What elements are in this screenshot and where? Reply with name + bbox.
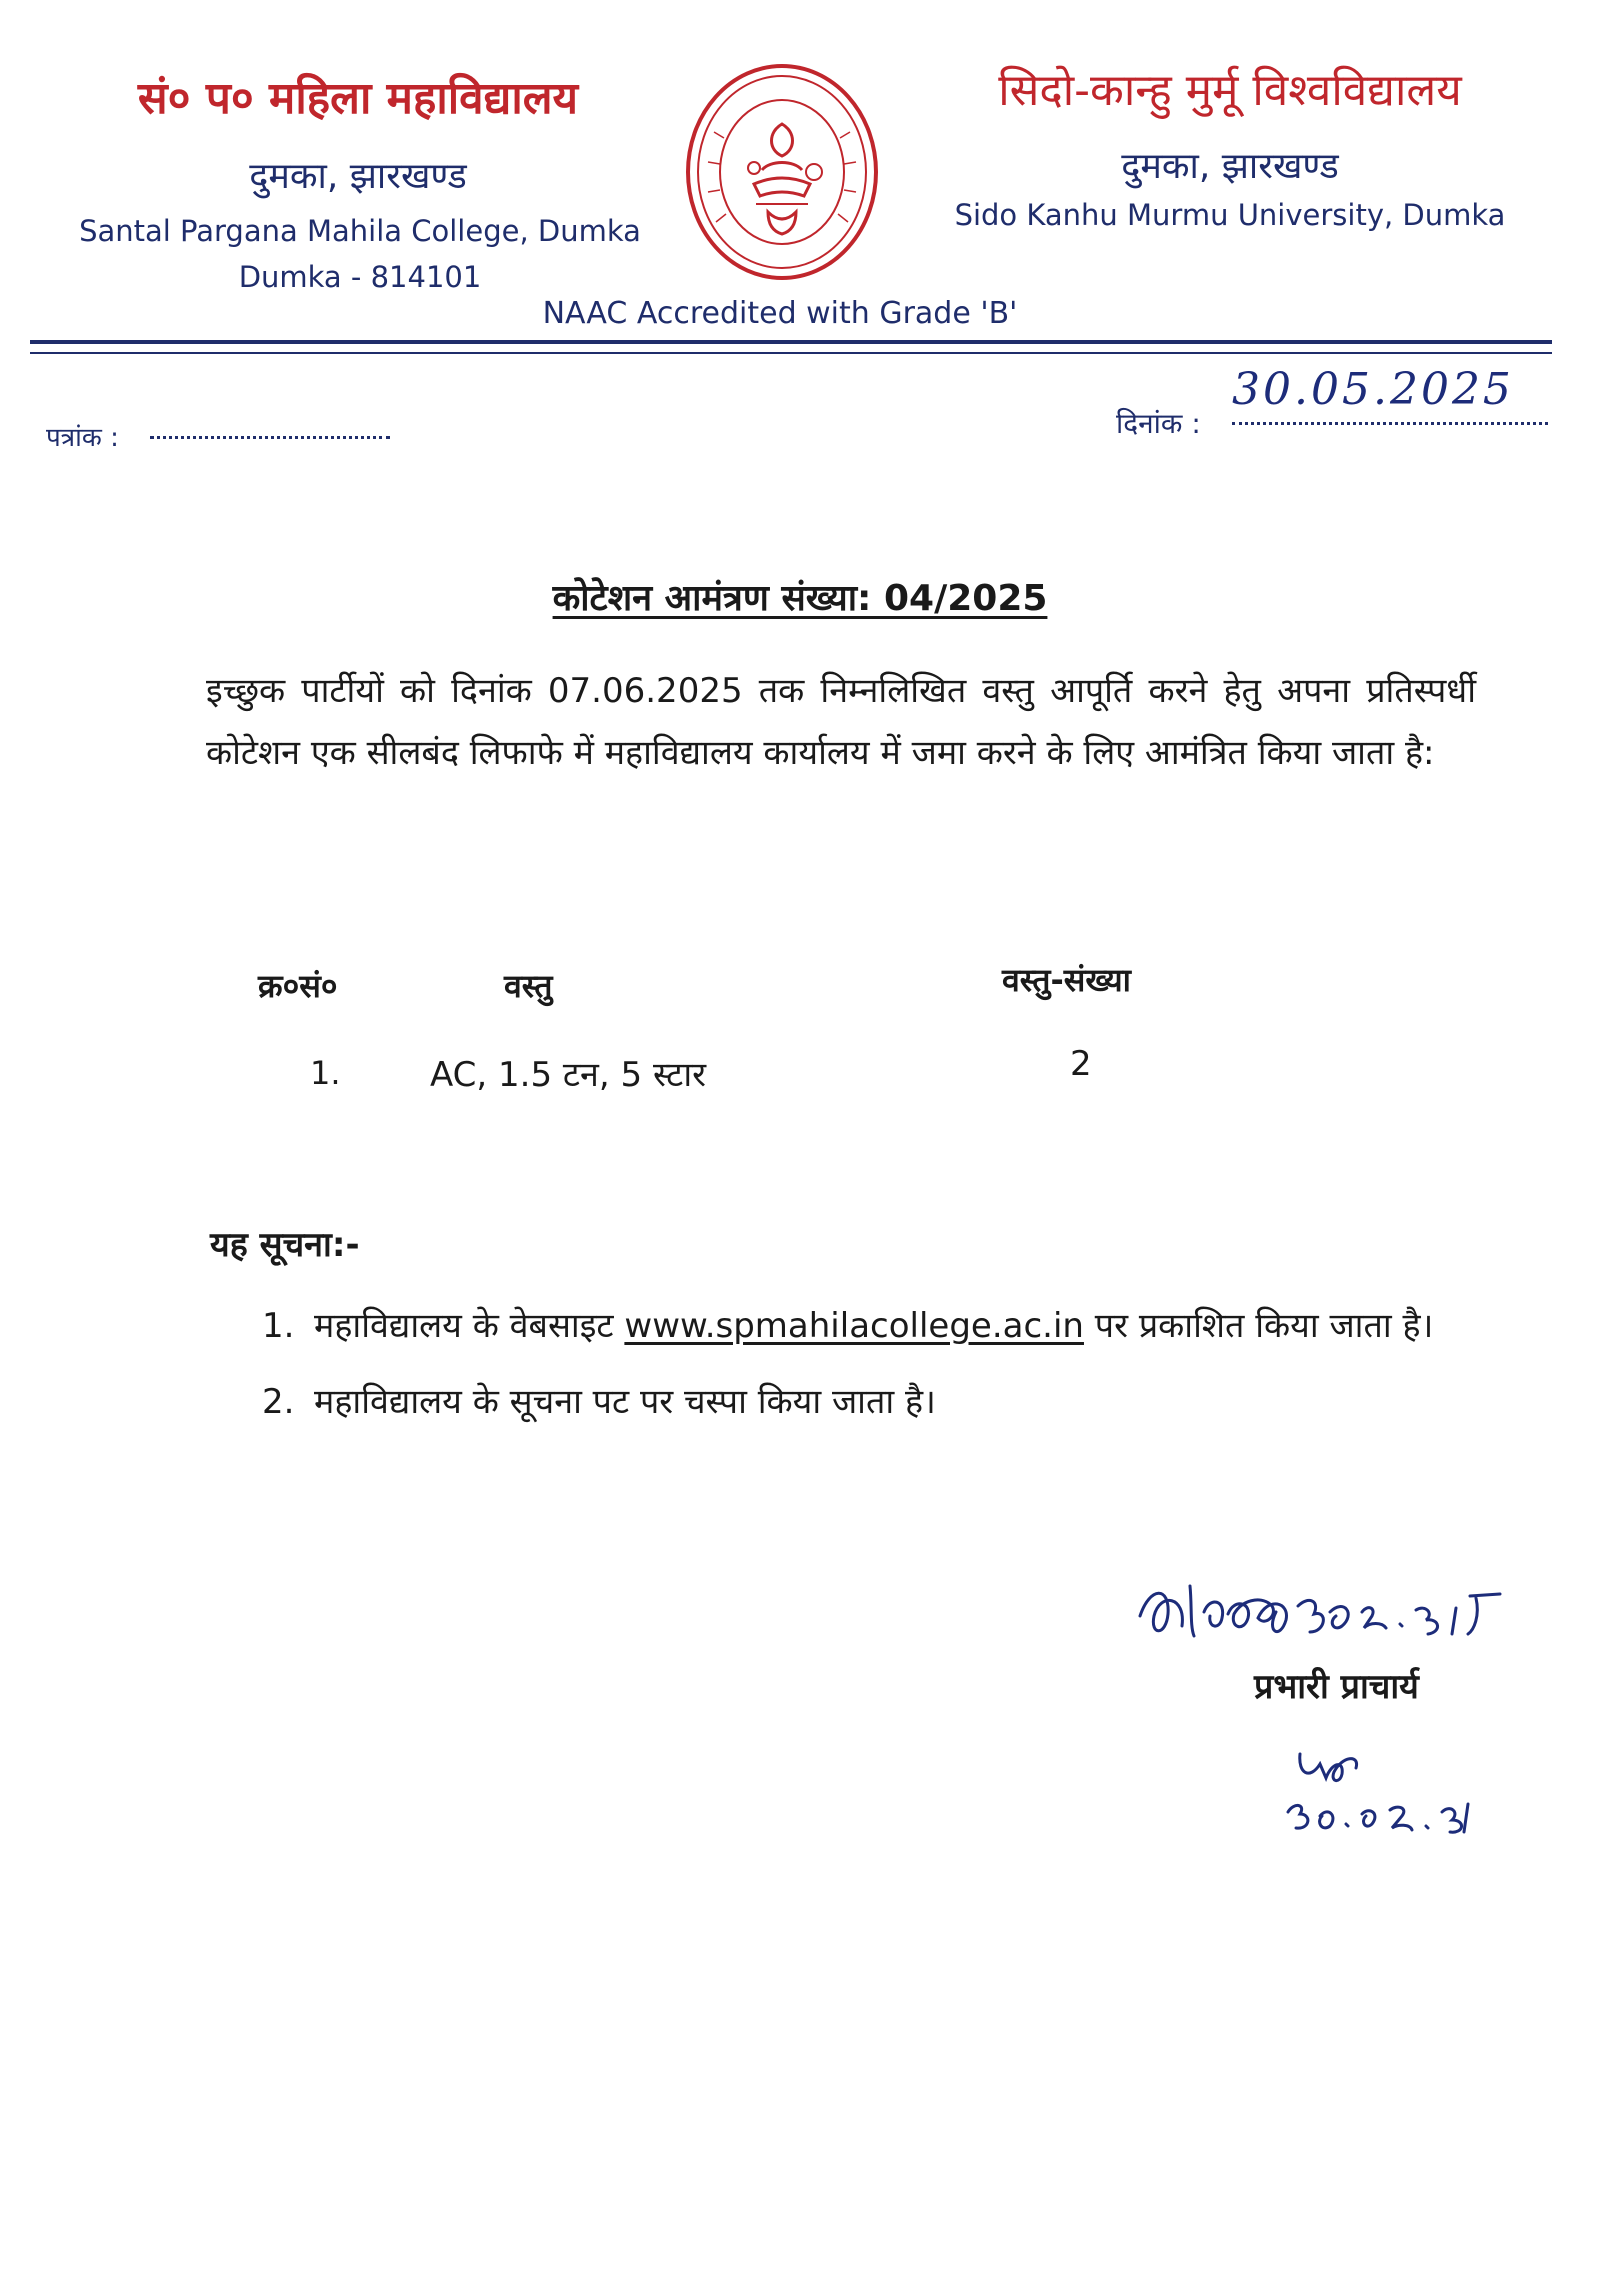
university-place-hindi: दुमका, झारखण्ड	[1121, 146, 1339, 187]
notice-heading: यह सूचना:-	[210, 1225, 360, 1265]
ref-blank	[150, 412, 390, 439]
university-name-english: Sido Kanhu Murmu University, Dumka	[954, 198, 1506, 232]
ref-label: पत्रांक :	[46, 423, 119, 453]
college-name-english: Santal Pargana Mahila College, Dumka	[79, 214, 641, 248]
header-divider	[30, 340, 1552, 344]
naac-accreditation: NAAC Accredited with Grade 'B'	[542, 296, 1018, 331]
header-divider-thin	[30, 352, 1552, 354]
website-link[interactable]: www.spmahilacollege.ac.in	[624, 1306, 1084, 1346]
table-row-sn: 1.	[310, 1054, 341, 1092]
table-header-item: वस्तु	[504, 967, 553, 1005]
table-header-qty: वस्तु-संख्या	[1002, 961, 1131, 999]
college-name-hindi: सं० प० महिला महाविद्यालय	[137, 73, 579, 124]
invitation-paragraph: इच्छुक पार्टीयों को दिनांक 07.06.2025 तक निम्नलिखित वस्तु आपूर्ति करने हेतु अपना प्रतिस्पर्धी कोटेशन एक सीलबंद लिफाफे में महाविद्यालय कार्यालय में जमा करने के लिए आमंत्रित किया जाता है:	[206, 671, 1476, 773]
table-row-item: AC, 1.5 टन, 5 स्टार	[430, 1055, 707, 1095]
list-item	[262, 1296, 1492, 1356]
handwritten-initials-icon	[1270, 1734, 1490, 1854]
date-label: दिनांक :	[1116, 407, 1201, 440]
list-item-number: 1.	[262, 1306, 295, 1346]
designation: प्रभारी प्राचार्य	[1254, 1667, 1419, 1707]
college-place-hindi: दुमका, झारखण्ड	[249, 156, 467, 197]
handwritten-date: 30.05.2025	[1232, 364, 1514, 415]
table-row-qty: 2	[1070, 1044, 1092, 1084]
list-item-number: 2.	[262, 1382, 295, 1422]
college-seal-icon	[684, 62, 880, 282]
university-name-hindi: सिदो-कान्हु मुर्मू विश्वविद्यालय	[998, 65, 1462, 116]
table-header-sn: क्र०सं०	[258, 967, 338, 1005]
list-item-text: महाविद्यालय के सूचना पट पर चस्पा किया जाता है।	[314, 1382, 936, 1422]
list-item-text: महाविद्यालय के वेबसाइट	[314, 1306, 614, 1346]
list-item	[262, 1372, 1492, 1432]
list-item-text: पर प्रकाशित किया जाता है।	[1094, 1306, 1434, 1346]
quotation-subject: कोटेशन आमंत्रण संख्या: 04/2025	[552, 578, 1048, 619]
college-pin: Dumka - 814101	[238, 260, 482, 294]
handwritten-signature-icon	[1130, 1556, 1550, 1666]
notice-list	[262, 1296, 1492, 1448]
